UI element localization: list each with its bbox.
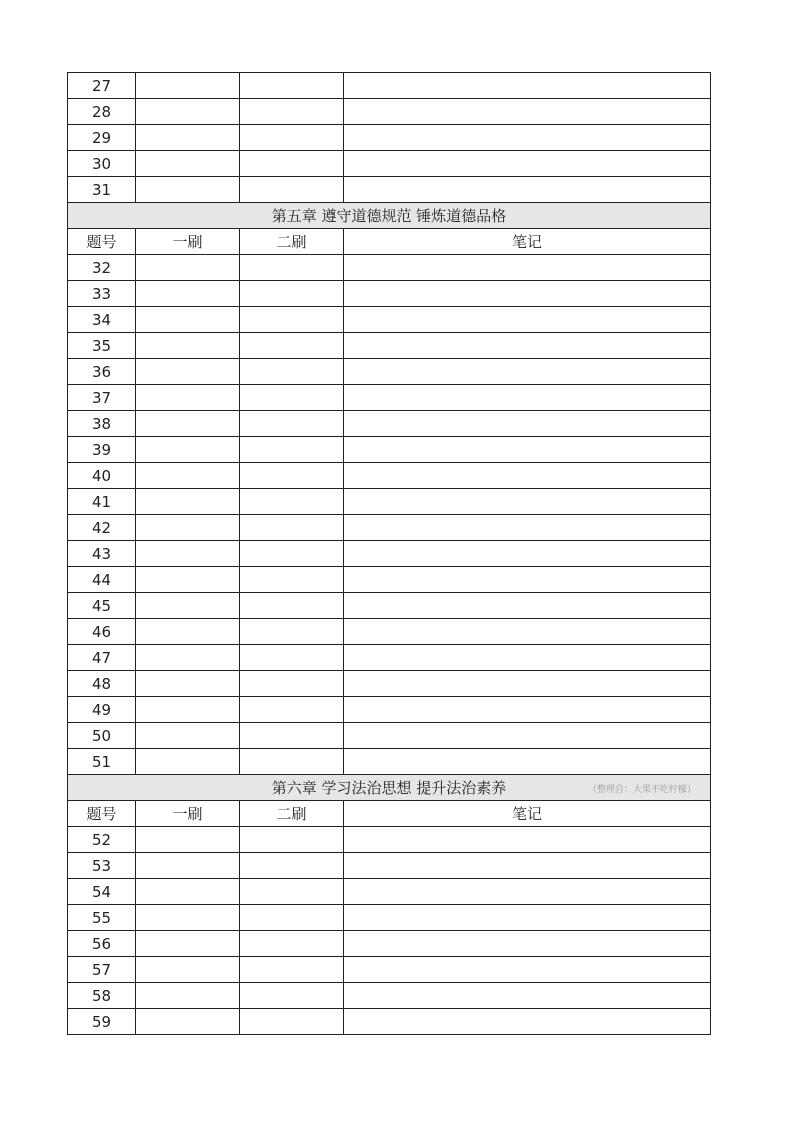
- first-pass-cell[interactable]: [136, 827, 240, 853]
- second-pass-cell[interactable]: [240, 541, 344, 567]
- first-pass-cell[interactable]: [136, 255, 240, 281]
- first-pass-cell[interactable]: [136, 281, 240, 307]
- notes-cell[interactable]: [344, 671, 711, 697]
- question-row: [68, 879, 711, 905]
- question-row: [68, 437, 711, 463]
- question-row: [68, 307, 711, 333]
- notes-cell[interactable]: [344, 645, 711, 671]
- header-second-pass: 二刷: [240, 229, 344, 255]
- header-notes: 笔记: [344, 801, 711, 827]
- question-row: [68, 567, 711, 593]
- second-pass-cell[interactable]: [240, 385, 344, 411]
- second-pass-cell[interactable]: [240, 307, 344, 333]
- chapter-title: 第六章 学习法治思想 提升法治素养 （整理自：大果不吃柠檬）: [68, 775, 711, 801]
- notes-cell[interactable]: [344, 125, 711, 151]
- question-number-cell: 58: [68, 983, 136, 1009]
- notes-cell[interactable]: [344, 281, 711, 307]
- second-pass-cell[interactable]: [240, 151, 344, 177]
- question-row: [68, 73, 711, 99]
- question-number-cell: 45: [68, 593, 136, 619]
- first-pass-cell[interactable]: [136, 437, 240, 463]
- question-number-cell: 48: [68, 671, 136, 697]
- notes-cell[interactable]: [344, 73, 711, 99]
- second-pass-cell[interactable]: [240, 593, 344, 619]
- second-pass-cell[interactable]: [240, 73, 344, 99]
- question-row: [68, 645, 711, 671]
- question-number-cell: 49: [68, 697, 136, 723]
- notes-cell[interactable]: [344, 515, 711, 541]
- question-number-cell: 32: [68, 255, 136, 281]
- second-pass-cell[interactable]: [240, 853, 344, 879]
- first-pass-cell[interactable]: [136, 515, 240, 541]
- second-pass-cell[interactable]: [240, 905, 344, 931]
- question-row: [68, 983, 711, 1009]
- question-row: [68, 541, 711, 567]
- first-pass-cell[interactable]: [136, 957, 240, 983]
- question-number-cell: 56: [68, 931, 136, 957]
- question-number-cell: 31: [68, 177, 136, 203]
- column-header-row: [68, 229, 711, 255]
- question-number-cell: 46: [68, 619, 136, 645]
- second-pass-cell[interactable]: [240, 749, 344, 775]
- question-row: [68, 905, 711, 931]
- first-pass-cell[interactable]: [136, 697, 240, 723]
- question-row: [68, 99, 711, 125]
- practice-table: [67, 72, 711, 1035]
- question-row: [68, 931, 711, 957]
- question-number-cell: 39: [68, 437, 136, 463]
- question-row: [68, 957, 711, 983]
- notes-cell[interactable]: [344, 723, 711, 749]
- question-number-cell: 30: [68, 151, 136, 177]
- first-pass-cell[interactable]: [136, 411, 240, 437]
- notes-cell[interactable]: [344, 177, 711, 203]
- question-row: [68, 255, 711, 281]
- second-pass-cell[interactable]: [240, 567, 344, 593]
- notes-cell[interactable]: [344, 749, 711, 775]
- header-question-number: 题号: [68, 801, 136, 827]
- question-row: [68, 853, 711, 879]
- question-row: [68, 671, 711, 697]
- first-pass-cell[interactable]: [136, 73, 240, 99]
- second-pass-cell[interactable]: [240, 125, 344, 151]
- notes-cell[interactable]: [344, 541, 711, 567]
- first-pass-cell[interactable]: [136, 749, 240, 775]
- notes-cell[interactable]: [344, 957, 711, 983]
- chapter-row: [68, 775, 711, 801]
- second-pass-cell[interactable]: [240, 437, 344, 463]
- question-row: [68, 359, 711, 385]
- notes-cell[interactable]: [344, 619, 711, 645]
- first-pass-cell[interactable]: [136, 489, 240, 515]
- question-row: [68, 723, 711, 749]
- first-pass-cell[interactable]: [136, 619, 240, 645]
- second-pass-cell[interactable]: [240, 983, 344, 1009]
- notes-cell[interactable]: [344, 255, 711, 281]
- question-number-cell: 29: [68, 125, 136, 151]
- question-number-cell: 43: [68, 541, 136, 567]
- question-number-cell: 53: [68, 853, 136, 879]
- header-question-number: 题号: [68, 229, 136, 255]
- question-number-cell: 59: [68, 1009, 136, 1035]
- header-first-pass: 一刷: [136, 801, 240, 827]
- first-pass-cell[interactable]: [136, 723, 240, 749]
- first-pass-cell[interactable]: [136, 1009, 240, 1035]
- question-row: [68, 125, 711, 151]
- notes-cell[interactable]: [344, 489, 711, 515]
- notes-cell[interactable]: [344, 437, 711, 463]
- first-pass-cell[interactable]: [136, 125, 240, 151]
- question-number-cell: 50: [68, 723, 136, 749]
- first-pass-cell[interactable]: [136, 333, 240, 359]
- notes-cell[interactable]: [344, 307, 711, 333]
- notes-cell[interactable]: [344, 1009, 711, 1035]
- question-row: [68, 593, 711, 619]
- first-pass-cell[interactable]: [136, 385, 240, 411]
- question-row: [68, 281, 711, 307]
- question-number-cell: 38: [68, 411, 136, 437]
- notes-cell[interactable]: [344, 697, 711, 723]
- question-number-cell: 55: [68, 905, 136, 931]
- question-number-cell: 57: [68, 957, 136, 983]
- question-number-cell: 37: [68, 385, 136, 411]
- question-row: [68, 385, 711, 411]
- notes-cell[interactable]: [344, 359, 711, 385]
- question-number-cell: 35: [68, 333, 136, 359]
- second-pass-cell[interactable]: [240, 333, 344, 359]
- first-pass-cell[interactable]: [136, 463, 240, 489]
- first-pass-cell[interactable]: [136, 671, 240, 697]
- question-number-cell: 28: [68, 99, 136, 125]
- second-pass-cell[interactable]: [240, 827, 344, 853]
- second-pass-cell[interactable]: [240, 359, 344, 385]
- notes-cell[interactable]: [344, 931, 711, 957]
- question-number-cell: 47: [68, 645, 136, 671]
- first-pass-cell[interactable]: [136, 931, 240, 957]
- first-pass-cell[interactable]: [136, 359, 240, 385]
- header-notes: 笔记: [344, 229, 711, 255]
- header-first-pass: 一刷: [136, 229, 240, 255]
- first-pass-cell[interactable]: [136, 645, 240, 671]
- first-pass-cell[interactable]: [136, 853, 240, 879]
- notes-cell[interactable]: [344, 827, 711, 853]
- second-pass-cell[interactable]: [240, 515, 344, 541]
- first-pass-cell[interactable]: [136, 983, 240, 1009]
- question-number-cell: 27: [68, 73, 136, 99]
- question-row: [68, 489, 711, 515]
- second-pass-cell[interactable]: [240, 957, 344, 983]
- question-row: [68, 411, 711, 437]
- notes-cell[interactable]: [344, 385, 711, 411]
- question-number-cell: 42: [68, 515, 136, 541]
- question-number-cell: 34: [68, 307, 136, 333]
- question-number-cell: 44: [68, 567, 136, 593]
- question-number-cell: 36: [68, 359, 136, 385]
- second-pass-cell[interactable]: [240, 723, 344, 749]
- question-number-cell: 33: [68, 281, 136, 307]
- header-second-pass: 二刷: [240, 801, 344, 827]
- notes-cell[interactable]: [344, 879, 711, 905]
- question-number-cell: 52: [68, 827, 136, 853]
- notes-cell[interactable]: [344, 99, 711, 125]
- second-pass-cell[interactable]: [240, 411, 344, 437]
- column-header-row: [68, 801, 711, 827]
- notes-cell[interactable]: [344, 151, 711, 177]
- question-row: [68, 177, 711, 203]
- second-pass-cell[interactable]: [240, 619, 344, 645]
- chapter-title: 第五章 遵守道德规范 锤炼道德品格: [68, 203, 711, 229]
- first-pass-cell[interactable]: [136, 307, 240, 333]
- second-pass-cell[interactable]: [240, 255, 344, 281]
- question-row: [68, 697, 711, 723]
- first-pass-cell[interactable]: [136, 593, 240, 619]
- first-pass-cell[interactable]: [136, 177, 240, 203]
- chapter-row: [68, 203, 711, 229]
- first-pass-cell[interactable]: [136, 905, 240, 931]
- notes-cell[interactable]: [344, 463, 711, 489]
- first-pass-cell[interactable]: [136, 567, 240, 593]
- notes-cell[interactable]: [344, 567, 711, 593]
- question-row: [68, 515, 711, 541]
- first-pass-cell[interactable]: [136, 99, 240, 125]
- notes-cell[interactable]: [344, 411, 711, 437]
- first-pass-cell[interactable]: [136, 879, 240, 905]
- question-row: [68, 333, 711, 359]
- second-pass-cell[interactable]: [240, 697, 344, 723]
- question-number-cell: 54: [68, 879, 136, 905]
- question-number-cell: 51: [68, 749, 136, 775]
- second-pass-cell[interactable]: [240, 645, 344, 671]
- question-row: [68, 1009, 711, 1035]
- second-pass-cell[interactable]: [240, 931, 344, 957]
- notes-cell[interactable]: [344, 905, 711, 931]
- question-row: [68, 619, 711, 645]
- question-row: [68, 151, 711, 177]
- second-pass-cell[interactable]: [240, 879, 344, 905]
- notes-cell[interactable]: [344, 593, 711, 619]
- question-row: [68, 749, 711, 775]
- first-pass-cell[interactable]: [136, 541, 240, 567]
- second-pass-cell[interactable]: [240, 177, 344, 203]
- question-row: [68, 463, 711, 489]
- second-pass-cell[interactable]: [240, 671, 344, 697]
- question-row: [68, 827, 711, 853]
- notes-cell[interactable]: [344, 333, 711, 359]
- first-pass-cell[interactable]: [136, 151, 240, 177]
- second-pass-cell[interactable]: [240, 99, 344, 125]
- question-number-cell: 41: [68, 489, 136, 515]
- second-pass-cell[interactable]: [240, 463, 344, 489]
- second-pass-cell[interactable]: [240, 1009, 344, 1035]
- notes-cell[interactable]: [344, 983, 711, 1009]
- question-number-cell: 40: [68, 463, 136, 489]
- source-note: （整理自：大果不吃柠檬）: [587, 785, 696, 795]
- notes-cell[interactable]: [344, 853, 711, 879]
- second-pass-cell[interactable]: [240, 281, 344, 307]
- second-pass-cell[interactable]: [240, 489, 344, 515]
